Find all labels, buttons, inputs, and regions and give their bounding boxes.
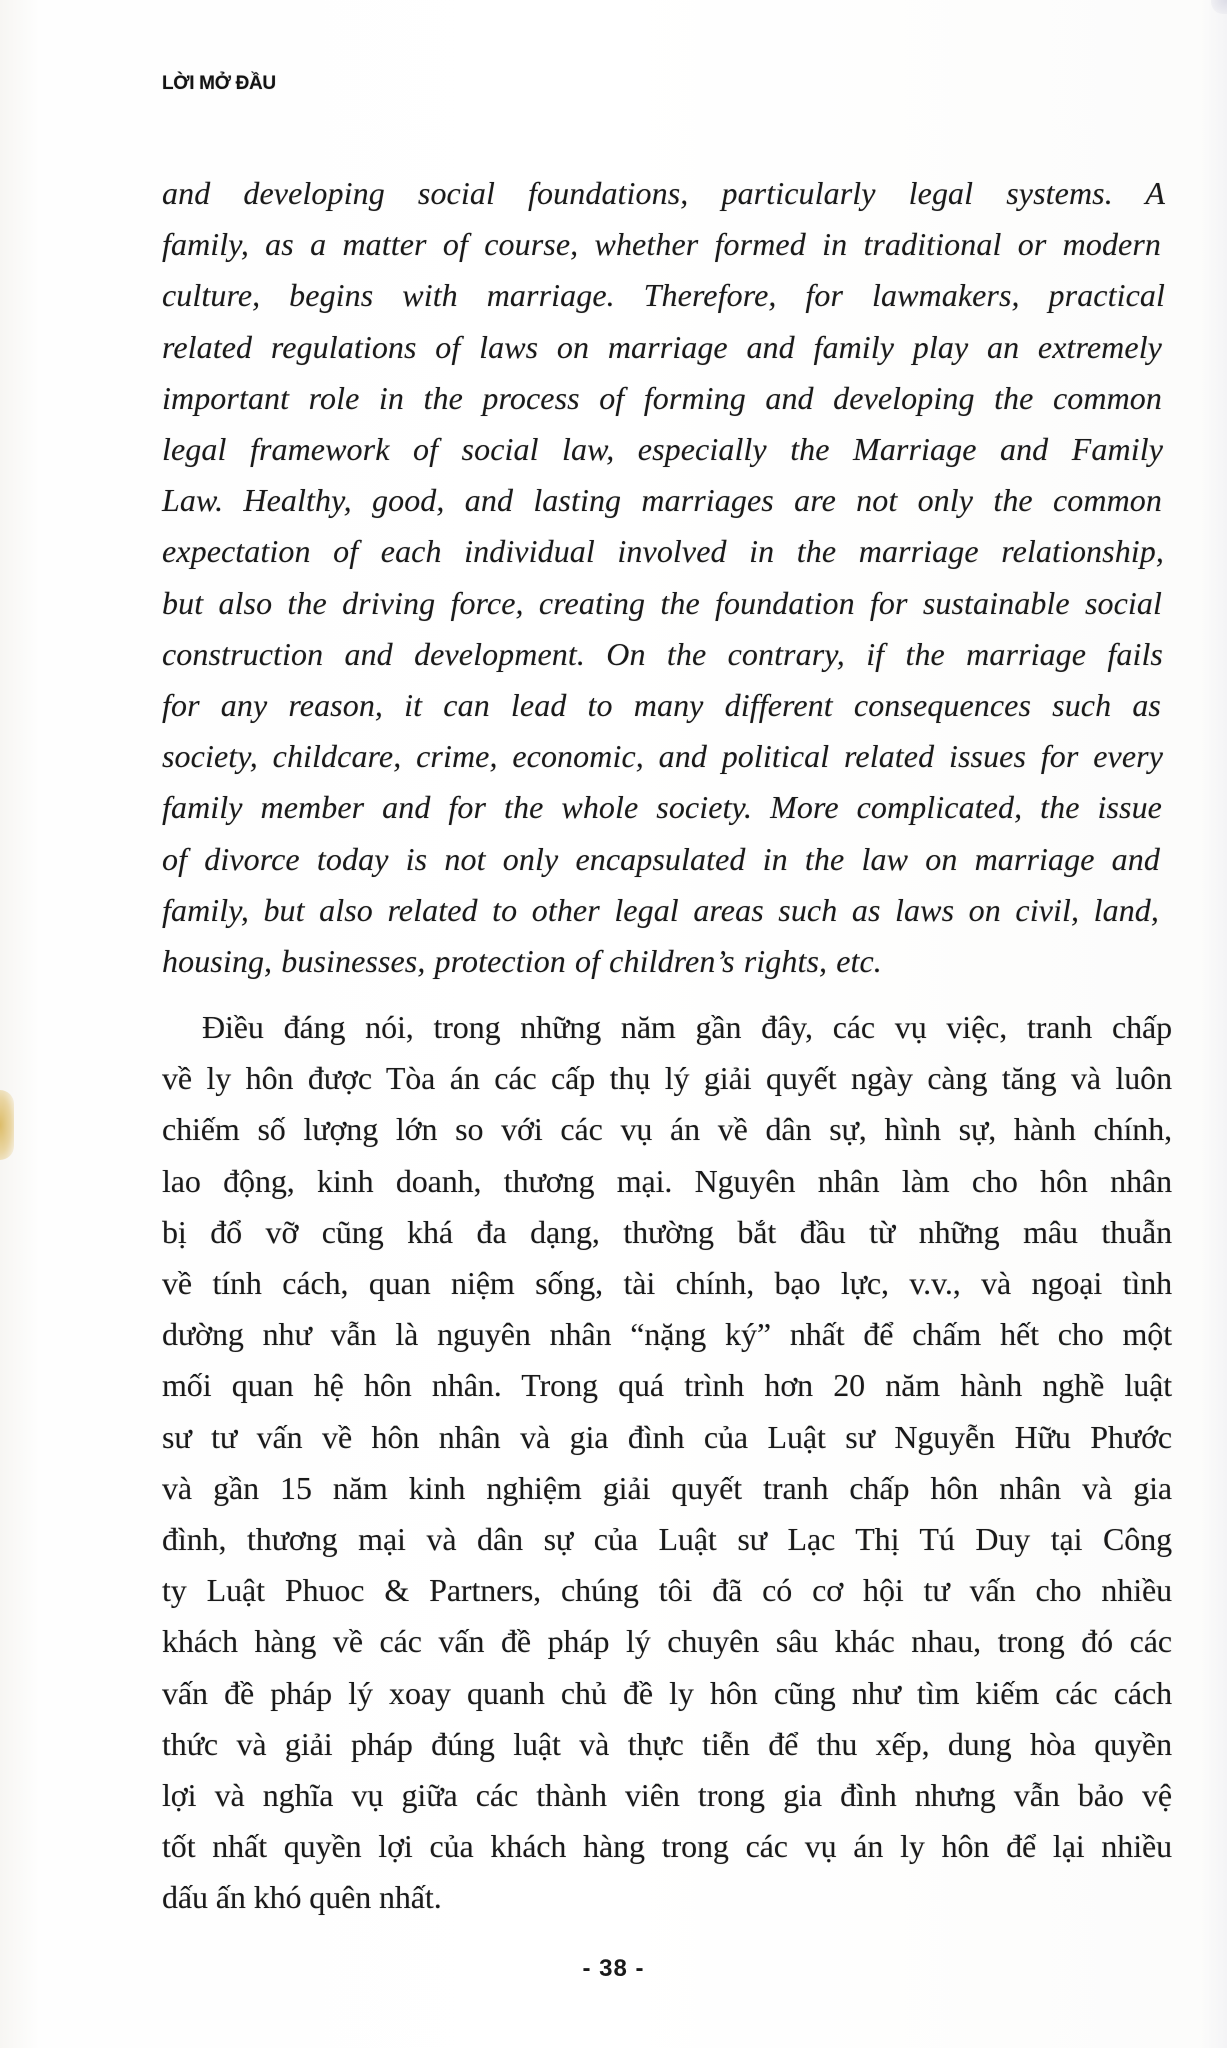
text-line: but also the driving force, creating the foundation for sustainable social bbox=[162, 584, 1162, 621]
text-line: lao động, kinh doanh, thương mại. Nguyên nhân làm cho hôn nhân bbox=[162, 1162, 1172, 1199]
text-line: Law. Healthy, good, and lasting marriages are not only the common bbox=[162, 482, 1162, 519]
text-line: tốt nhất quyền lợi của khách hàng trong các vụ án ly hôn để lại nhiều bbox=[162, 1828, 1172, 1865]
paragraph-english bbox=[162, 168, 1172, 987]
text-line: expectation of each individual involved in the marriage relationship, bbox=[162, 533, 1164, 570]
text-line: vấn đề pháp lý xoay quanh chủ đề ly hôn cũng như tìm kiếm các cách bbox=[162, 1674, 1172, 1711]
text-line: đình, thương mại và dân sự của Luật sư Lạc Thị Tú Duy tại Công bbox=[162, 1521, 1172, 1558]
text-line: family, as a matter of course, whether formed in traditional or modern bbox=[162, 226, 1161, 263]
page-number: - 38 - bbox=[582, 1955, 645, 1982]
text-line: family member and for the whole society. More complicated, the issue bbox=[162, 789, 1162, 826]
text-line: và gần 15 năm kinh nghiệm giải quyết tranh chấp hôn nhân và gia bbox=[162, 1469, 1172, 1506]
text-line: for any reason, it can lead to many different consequences such as bbox=[162, 687, 1161, 724]
text-line: dấu ấn khó quên nhất. bbox=[162, 1879, 442, 1916]
text-line: mối quan hệ hôn nhân. Trong quá trình hơn 20 năm hành nghề luật bbox=[162, 1367, 1172, 1404]
text-line: thức và giải pháp đúng luật và thực tiễn để thu xếp, dung hòa quyền bbox=[162, 1725, 1172, 1762]
text-line: construction and development. On the contrary, if the marriage fails bbox=[162, 635, 1163, 672]
text-line: important role in the process of forming and developing the common bbox=[162, 379, 1162, 416]
text-line: dường như vẫn là nguyên nhân “nặng ký” nhất để chấm hết cho một bbox=[162, 1316, 1172, 1353]
text-line: bị đổ vỡ cũng khá đa dạng, thường bắt đầu từ những mâu thuẫn bbox=[162, 1213, 1172, 1250]
text-line: sư tư vấn về hôn nhân và gia đình của Luật sư Nguyễn Hữu Phước bbox=[162, 1418, 1172, 1455]
page-edge-smudge bbox=[0, 1090, 14, 1160]
page-corner-shadow bbox=[1211, 0, 1227, 14]
text-line: and developing social foundations, particularly legal systems. A bbox=[162, 175, 1165, 211]
text-line: housing, businesses, protection of children’s rights, etc. bbox=[162, 943, 882, 980]
text-line: lợi và nghĩa vụ giữa các thành viên trong gia đình nhưng vẫn bảo vệ bbox=[162, 1777, 1172, 1814]
running-header: LỜI MỞ ĐẦU bbox=[162, 73, 276, 94]
paragraph-vietnamese bbox=[162, 1002, 1172, 1924]
text-line: of divorce today is not only encapsulated in the law on marriage and bbox=[162, 840, 1160, 877]
text-line: về ly hôn được Tòa án các cấp thụ lý giải quyết ngày càng tăng và luôn bbox=[162, 1060, 1172, 1097]
text-line: Điều đáng nói, trong những năm gần đây, các vụ việc, tranh chấp bbox=[202, 1009, 1172, 1045]
text-line: related regulations of laws on marriage and family play an extremely bbox=[162, 328, 1162, 365]
text-line: ty Luật Phuoc & Partners, chúng tôi đã có cơ hội tư vấn cho nhiều bbox=[162, 1572, 1172, 1609]
text-line: family, but also related to other legal areas such as laws on civil, land, bbox=[162, 891, 1159, 928]
text-line: về tính cách, quan niệm sống, tài chính, bạo lực, v.v., và ngoại tình bbox=[162, 1265, 1172, 1302]
text-line: khách hàng về các vấn đề pháp lý chuyên sâu khác nhau, trong đó các bbox=[162, 1623, 1172, 1660]
text-line: legal framework of social law, especially the Marriage and Family bbox=[162, 431, 1163, 468]
text-line: society, childcare, crime, economic, and political related issues for every bbox=[162, 738, 1163, 775]
text-line: chiếm số lượng lớn so với các vụ án về dân sự, hình sự, hành chính, bbox=[162, 1111, 1172, 1148]
text-line: culture, begins with marriage. Therefore, for lawmakers, practical bbox=[162, 277, 1165, 314]
